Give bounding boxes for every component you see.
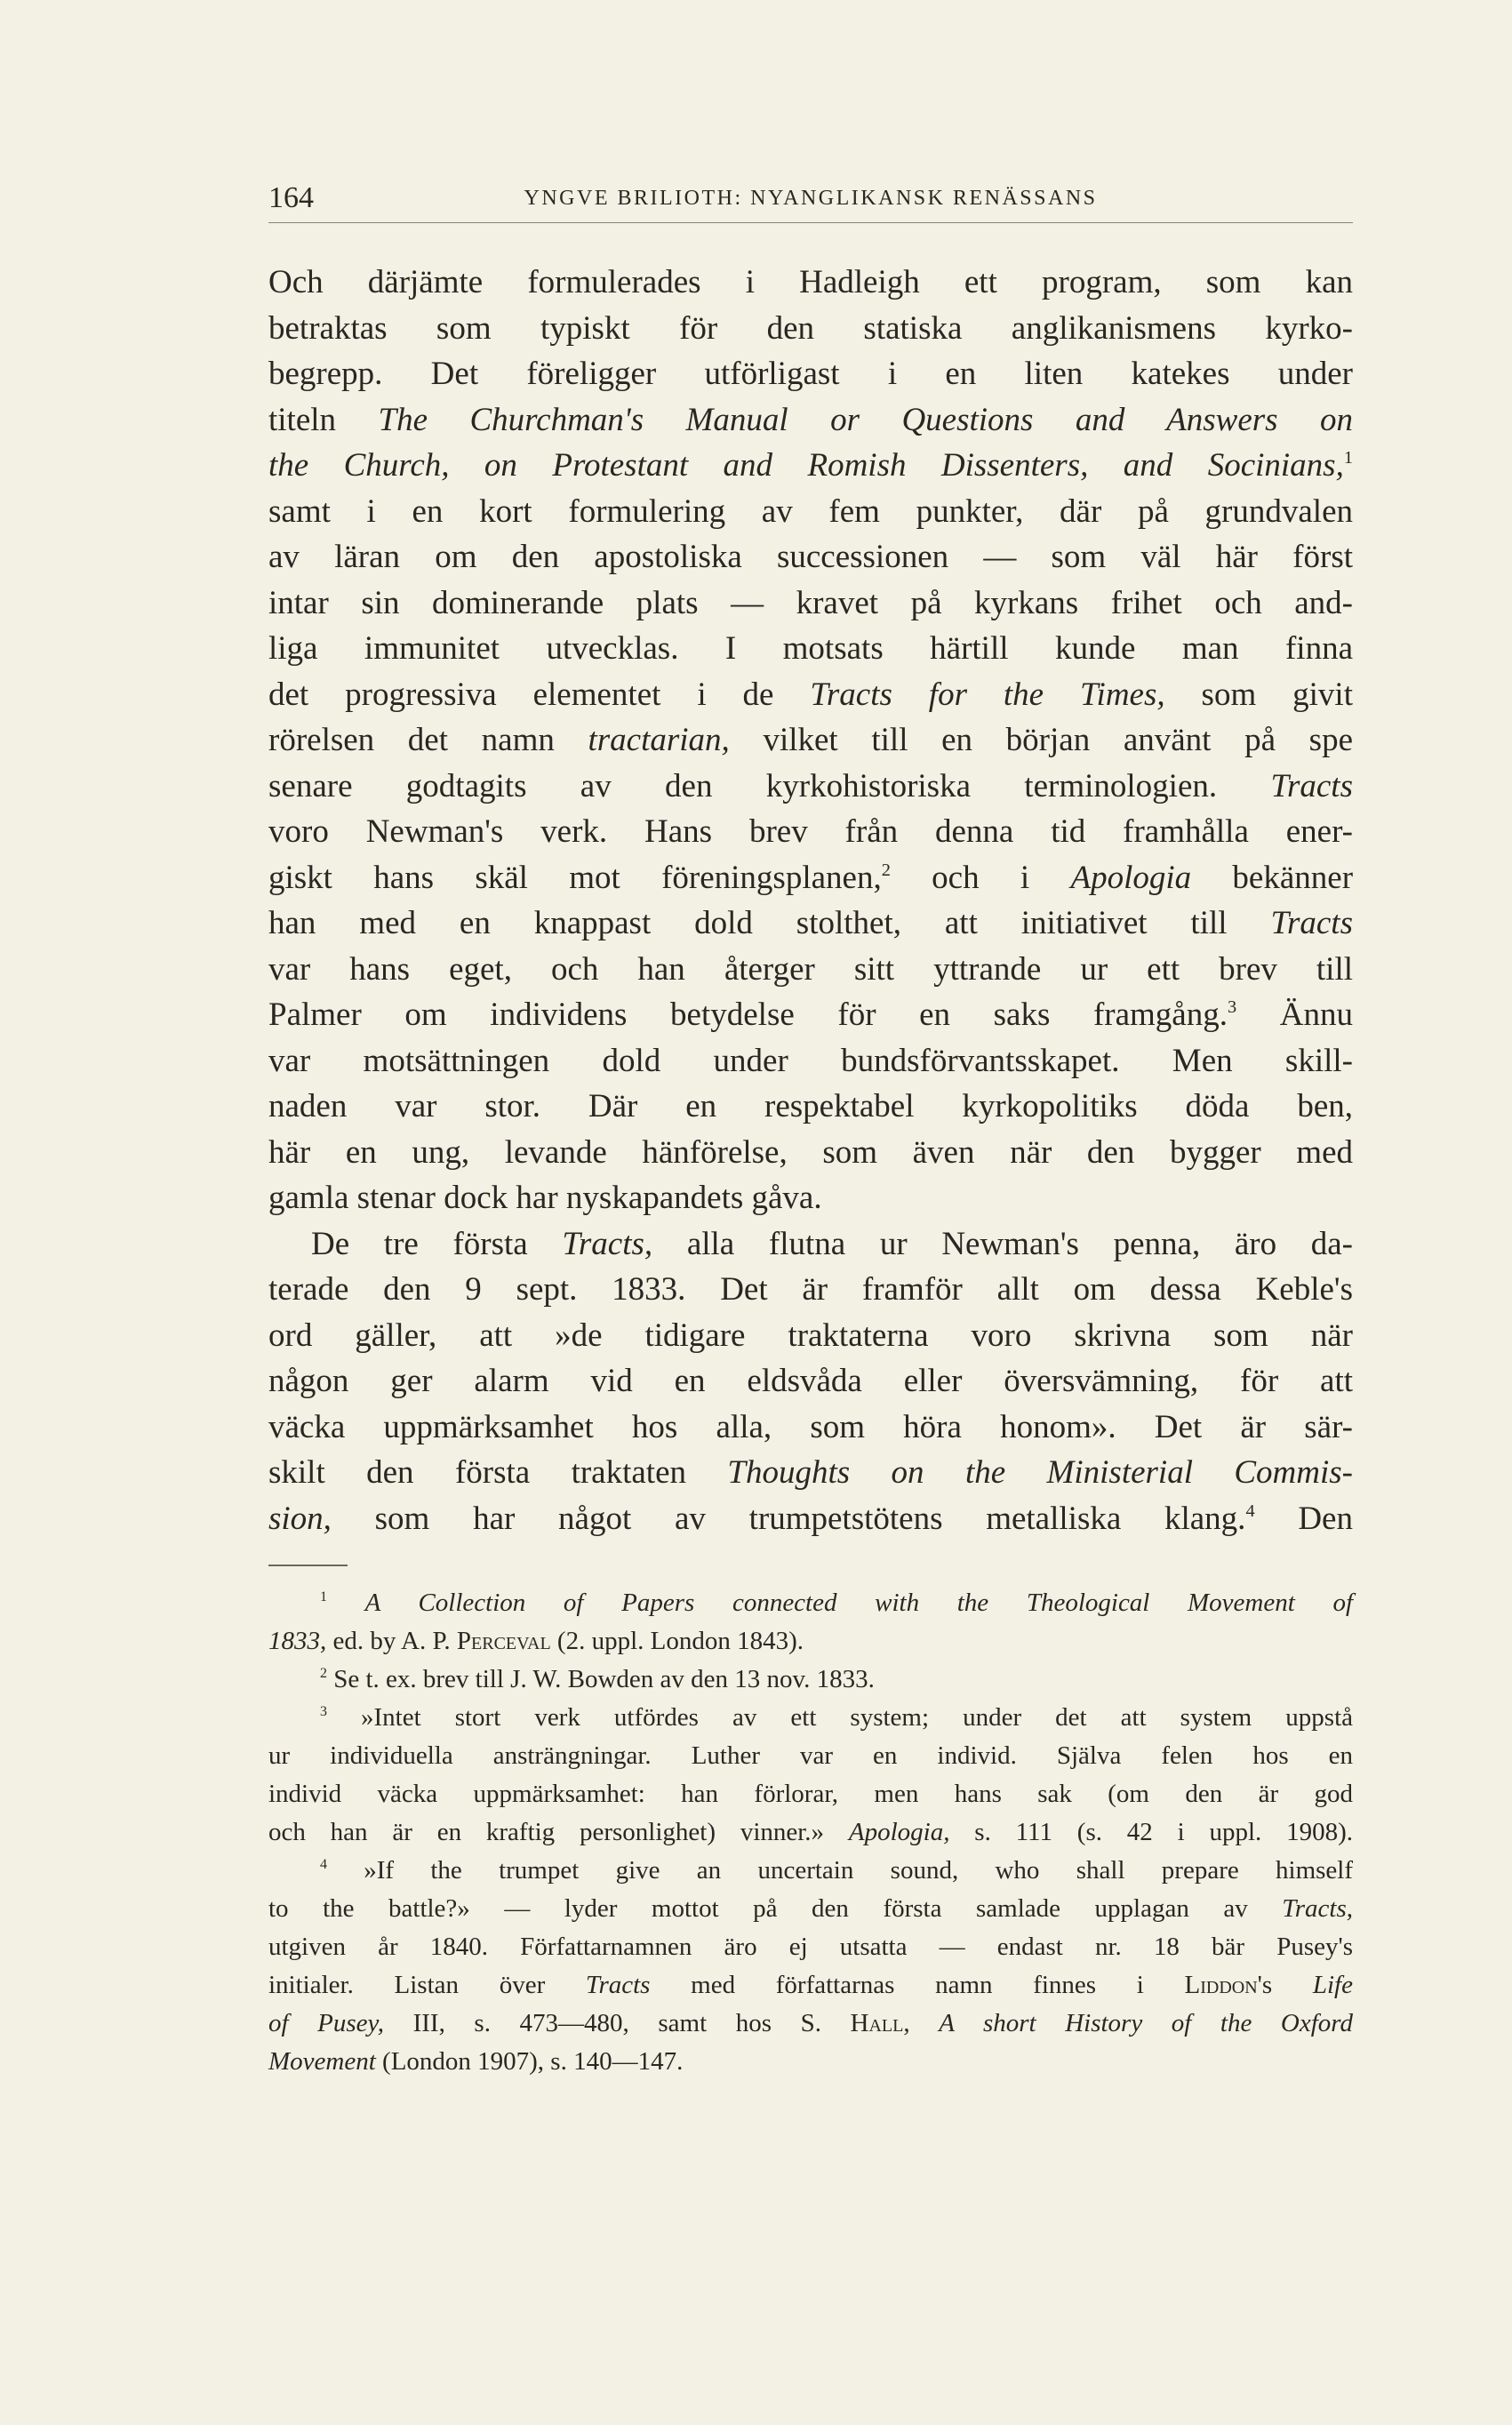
body-line (268, 489, 1353, 535)
italic-text: A Collection of Papers connected with the Theological Movement of (364, 1589, 1353, 1617)
body-line (268, 1175, 1353, 1221)
page-header (268, 181, 1353, 220)
body-line (268, 1313, 1353, 1359)
footnote-line (268, 1699, 1353, 1737)
text-segment: ed. by A. P. (326, 1627, 457, 1655)
body-line (268, 351, 1353, 397)
body-line (268, 764, 1353, 810)
footnote-line (268, 1584, 1353, 1622)
footnotes (268, 1584, 1353, 2081)
text-segment: det progressiva elementet i de (268, 676, 811, 713)
text-segment: gamla stenar dock har nyskapandets gåva. (268, 1180, 822, 1216)
italic-text: of Pusey, (268, 2009, 385, 2037)
body-line (268, 443, 1353, 489)
body-line (268, 855, 1353, 901)
text-segment: initialer. Listan över (268, 1971, 586, 1999)
text-segment: voro Newman's verk. Hans brev från denna tid framhålla ener- (268, 813, 1353, 850)
footnote-line (268, 1622, 1353, 1661)
footnote-line (268, 1661, 1353, 1699)
footnote-separator (268, 1565, 348, 1566)
text-segment: här en ung, levande hänförelse, som även när den bygger med (268, 1133, 1353, 1171)
footnote-reference: 3 (320, 1703, 327, 1719)
footnote-reference: 1 (320, 1589, 327, 1605)
text-segment: rörelsen det namn (268, 722, 588, 758)
footnote-reference: 3 (1227, 996, 1237, 1017)
text-segment: ord gäller, att »de tidigare traktaterna voro skrivna som när (268, 1317, 1353, 1354)
body-line (268, 717, 1353, 764)
text-segment: Liddon (1184, 1971, 1258, 1999)
body-line (268, 580, 1353, 627)
text-segment: bekänner (1191, 859, 1354, 896)
text-segment: s. 111 (s. 42 i uppl. 1908). (949, 1818, 1353, 1846)
text-segment: Ännu (1236, 996, 1353, 1033)
italic-text: A short History of the Oxford (939, 2009, 1354, 2037)
text-segment: och i (890, 859, 1071, 896)
body-line (268, 992, 1353, 1038)
body-line (268, 1038, 1353, 1084)
text-segment: giskt hans skäl mot föreningsplanen, (268, 859, 882, 896)
body-line (268, 809, 1353, 855)
text-segment: liga immunitet utvecklas. I motsats härtill kunde man finna (268, 630, 1353, 667)
text-segment: han med en knappast dold stolthet, att initiativet till (268, 905, 1271, 941)
italic-text: Tracts (1270, 905, 1353, 941)
body-line (268, 1221, 1353, 1268)
italic-text: Tracts, (562, 1225, 653, 1262)
text-segment: och han är en kraftig personlighet) vinner.» (268, 1818, 849, 1846)
text-segment: Och därjämte formulerades i Hadleigh ett program, som kan (268, 264, 1353, 300)
italic-text: Apologia, (848, 1818, 950, 1846)
body-line (268, 1358, 1353, 1405)
text-segment: var hans eget, och han återger sitt yttrande ur ett brev till (268, 950, 1353, 988)
footnote-reference: 1 (1343, 447, 1353, 468)
text-segment: Se t. ex. brev till J. W. Bowden av den 13 nov. 1833. (326, 1665, 875, 1693)
footnote-line (268, 1890, 1353, 1928)
text-segment: samt i en kort formulering av fem punkter, där på grundvalen (268, 492, 1353, 530)
text-segment: med författarnas namn finnes i (650, 1971, 1185, 1999)
text-segment: (London 1907), s. 140—147. (375, 2047, 684, 2076)
running-title: YNGVE BRILIOTH: NYANGLIKANSK RENÄSSANS (524, 187, 1098, 210)
text-segment: väcka uppmärksamhet hos alla, som höra honom». Det är sär- (268, 1408, 1353, 1445)
footnote-line (268, 2005, 1353, 2043)
body-line (268, 1130, 1353, 1176)
text-segment: »If the trumpet give an uncertain sound, who shall prepare himself (326, 1856, 1353, 1885)
text-segment: Hall (850, 2009, 904, 2037)
body-line (268, 626, 1353, 672)
text-segment: Palmer om individens betydelse för en saks framgång. (268, 996, 1228, 1033)
italic-text: the Church, on Protestant and Romish Dissenters, and Socinians, (268, 447, 1344, 484)
footnote-line (268, 1928, 1353, 1966)
text-segment: (2. uppl. London 1843). (550, 1627, 804, 1655)
italic-text: tractarian, (588, 722, 730, 758)
text-segment: betraktas som typiskt för den statiska anglikanismens kyrko- (268, 309, 1353, 347)
text-segment: terade den 9 sept. 1833. Det är framför allt om dessa Keble's (268, 1271, 1353, 1308)
italic-text: The Churchman's Manual or Questions and Answers on (378, 401, 1354, 438)
text-segment: Den (1254, 1500, 1353, 1537)
text-segment: , (903, 2009, 940, 2037)
italic-text: Apologia (1070, 859, 1192, 896)
text-segment: individ väcka uppmärksamhet: han förlorar, men hans sak (om den är god (268, 1780, 1353, 1808)
text-segment: som givit (1164, 676, 1353, 713)
text-segment: III, s. 473—480, samt hos S. (384, 2009, 851, 2037)
text-segment: begrepp. Det föreligger utförligast i en liten katekes under (268, 356, 1353, 392)
text-segment: titeln (268, 401, 379, 438)
body-line (268, 306, 1353, 352)
italic-text: Tracts (1270, 767, 1353, 804)
italic-text: Tracts for the Times, (810, 676, 1165, 713)
footnote-line (268, 1813, 1353, 1852)
body-line (268, 947, 1353, 993)
footnote-line (268, 1966, 1353, 2005)
footnote-reference: 4 (1245, 1501, 1255, 1521)
italic-text: Thoughts on the Ministerial Commis- (727, 1454, 1353, 1491)
text-segment: vilket till en början använt på spe (729, 722, 1353, 758)
footnote-line (268, 2043, 1353, 2081)
body-line (268, 260, 1353, 306)
body-line (268, 1405, 1353, 1451)
text-segment: intar sin dominerande plats — kravet på kyrkans frihet och and- (268, 584, 1353, 621)
body-line (268, 1450, 1353, 1496)
text-segment: senare godtagits av den kyrkohistoriska terminologien. (268, 767, 1271, 804)
italic-text: Movement (268, 2047, 376, 2076)
text-segment: 's (1257, 1971, 1313, 1999)
text-segment: var motsättningen dold under bundsförvantsskapet. Men skill- (268, 1042, 1353, 1079)
text-segment: naden var stor. Där en respektabel kyrkopolitiks döda ben, (268, 1088, 1353, 1124)
text-segment: De tre första (311, 1225, 563, 1262)
italic-text: Tracts, (1282, 1894, 1353, 1923)
body-line (268, 397, 1353, 444)
body-text (268, 260, 1353, 1541)
footnote-reference: 4 (320, 1856, 327, 1872)
footnote-line (268, 1775, 1353, 1813)
italic-text: 1833, (268, 1627, 327, 1655)
body-line (268, 1496, 1353, 1542)
text-segment: alla flutna ur Newman's penna, äro da- (652, 1225, 1353, 1262)
body-line (268, 1267, 1353, 1313)
footnote-line (268, 1737, 1353, 1775)
text-segment (327, 1589, 365, 1617)
text-segment: som har något av trumpetstötens metalliska klang. (331, 1500, 1246, 1537)
header-rule (268, 222, 1353, 223)
text-segment: ur individuella ansträngningar. Luther var en individ. Själva felen hos en (268, 1741, 1353, 1770)
page-number: 164 (268, 181, 314, 214)
body-line (268, 534, 1353, 580)
body-line (268, 672, 1353, 718)
body-line (268, 900, 1353, 947)
footnote-line (268, 1852, 1353, 1890)
text-segment: utgiven år 1840. Författarnamnen äro ej utsatta — endast nr. 18 bär Pusey's (268, 1933, 1353, 1961)
text-segment: »Intet stort verk utfördes av ett system; under det att system uppstå (326, 1703, 1353, 1732)
italic-text: Tracts (585, 1971, 651, 1999)
text-segment: Perceval (456, 1627, 551, 1655)
text-segment: av läran om den apostoliska successionen — som väl här först (268, 539, 1353, 575)
italic-text: Life (1312, 1971, 1353, 1999)
text-segment: skilt den första traktaten (268, 1454, 728, 1491)
footnote-reference: 2 (320, 1665, 327, 1681)
text-segment: någon ger alarm vid en eldsvåda eller översvämning, för att (268, 1363, 1353, 1399)
text-segment: to the battle?» — lyder mottot på den första samlade upplagan av (268, 1894, 1283, 1923)
italic-text: sion, (268, 1500, 332, 1537)
body-line (268, 1084, 1353, 1130)
footnote-reference: 2 (881, 860, 891, 880)
